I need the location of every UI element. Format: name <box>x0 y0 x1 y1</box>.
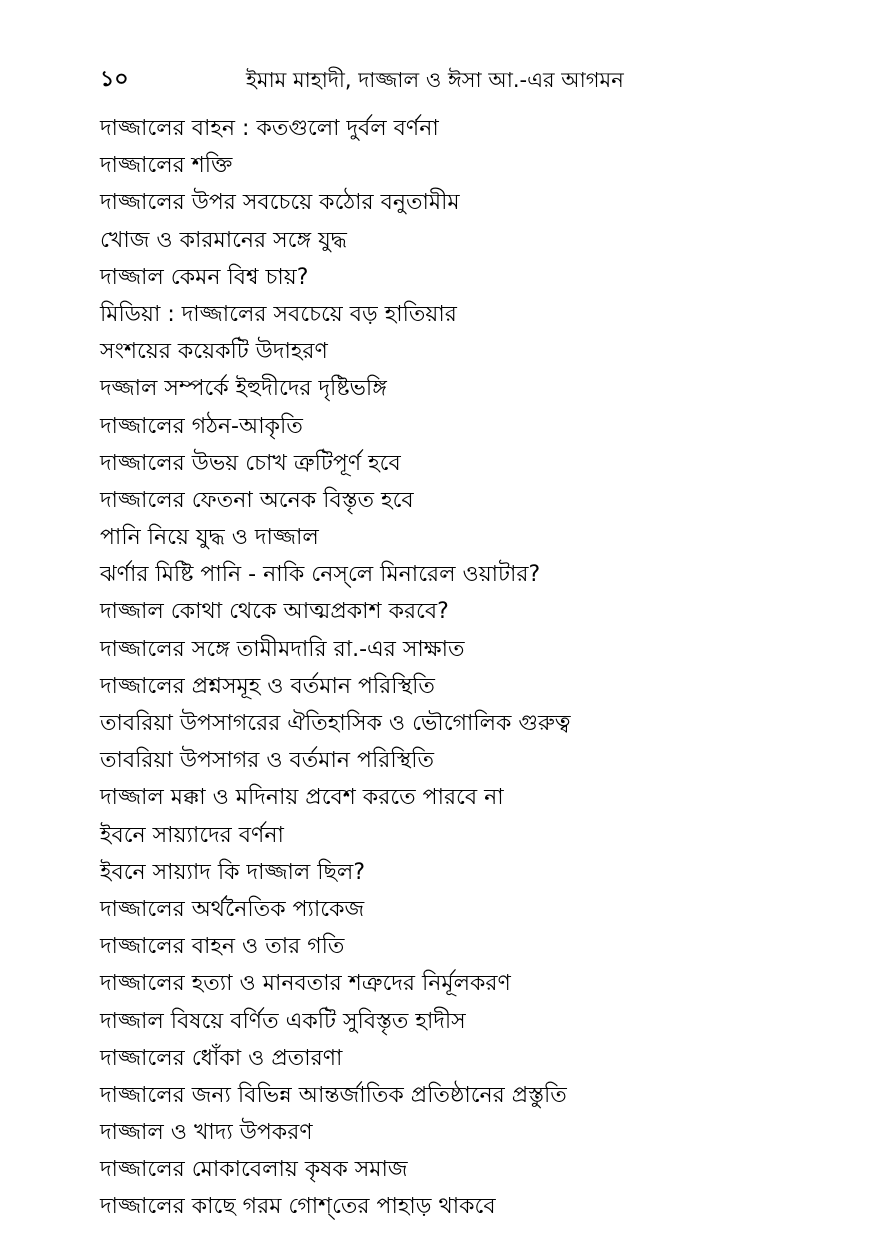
toc-entry: দাজ্জালের সঙ্গে তামীমদারি রা.-এর সাক্ষাত <box>100 636 465 662</box>
toc-entry: দাজ্জালের জন্য বিভিন্ন আন্তর্জাতিক প্রতিষ্ঠানের প্রস্তুতি <box>100 1082 567 1108</box>
toc-entry: দাজ্জাল ও খাদ্য উপকরণ <box>100 1120 313 1146</box>
toc-entry: দাজ্জালের গঠন-আকৃতি <box>100 413 303 439</box>
toc-entry: দাজ্জালের উপর সবচেয়ে কঠোর বনুতামীম <box>100 190 460 216</box>
toc-entry: দাজ্জালের বাহন : কতগুলো দুর্বল বর্ণনা <box>100 116 439 141</box>
toc-entry: দাজ্জাল মক্কা ও মদিনায় প্রবেশ করতে পারবে না <box>100 785 504 811</box>
running-header <box>100 62 624 98</box>
toc-entry: দাজ্জালের শক্তি <box>100 153 233 179</box>
toc-entry: মিডিয়া : দাজ্জালের সবচেয়ে বড় হাতিয়ার <box>100 301 457 327</box>
toc-entry: খোজ ও কারমানের সঙ্গে যুদ্ধ <box>100 227 347 253</box>
toc-entry: দাজ্জাল বিষয়ে বর্ণিত একটি সুবিস্তৃত হাদীস <box>100 1008 466 1034</box>
toc-entry: দাজ্জালের কাছে গরম গোশ্‌তের পাহাড় থাকবে <box>100 1194 496 1220</box>
toc-entry: ইবনে সায়্যাদের বর্ণনা <box>100 822 284 848</box>
toc-entry: দাজ্জাল কেমন বিশ্ব চায়? <box>100 264 309 290</box>
toc-entry: দাজ্জালের প্রশ্নসমূহ ও বর্তমান পরিস্থিতি <box>100 673 435 699</box>
book-title: ইমাম মাহাদী, দাজ্জাল ও ঈসা আ.-এর আগমন <box>246 68 624 92</box>
toc-entry: দাজ্জালের অর্থনৈতিক প্যাকেজ <box>100 896 365 922</box>
toc-entry: দাজ্জালের ফেতনা অনেক বিস্তৃত হবে <box>100 487 414 513</box>
toc-entry: দাজ্জাল কোথা থেকে আত্মপ্রকাশ করবে? <box>100 599 449 625</box>
toc-entry: সংশয়ের কয়েকটি উদাহরণ <box>100 339 328 365</box>
toc-entry: ঝর্ণার মিষ্টি পানি - নাকি নেস্‌লে মিনারেল ওয়াটার? <box>100 562 541 588</box>
toc-entry: পানি নিয়ে যুদ্ধ ও দাজ্জাল <box>100 525 319 551</box>
toc-entry: তাবরিয়া উপসাগরের ঐতিহাসিক ও ভৌগোলিক গুরুত্ব <box>100 711 571 736</box>
toc-entry: ইবনে সায়্যাদ কি দাজ্জাল ছিল? <box>100 859 365 885</box>
toc-entry: দাজ্জালের উভয় চোখ ত্রুটিপূর্ণ হবে <box>100 450 401 476</box>
page-number: ১০ <box>100 67 129 92</box>
table-of-contents-list <box>100 110 800 1226</box>
toc-entry: তাবরিয়া উপসাগর ও বর্তমান পরিস্থিতি <box>100 748 434 774</box>
toc-entry: দাজ্জালের ধোঁকা ও প্রতারণা <box>100 1045 343 1071</box>
toc-entry: দাজ্জালের হত্যা ও মানবতার শত্রুদের নির্মূলকরণ <box>100 971 511 997</box>
toc-entry: দাজ্জালের বাহন ও তার গতি <box>100 934 345 960</box>
toc-entry: দজ্জাল সম্পর্কে ইহুদীদের দৃষ্টিভঙ্গি <box>100 376 387 402</box>
toc-entry: দাজ্জালের মোকাবেলায় কৃষক সমাজ <box>100 1157 408 1183</box>
